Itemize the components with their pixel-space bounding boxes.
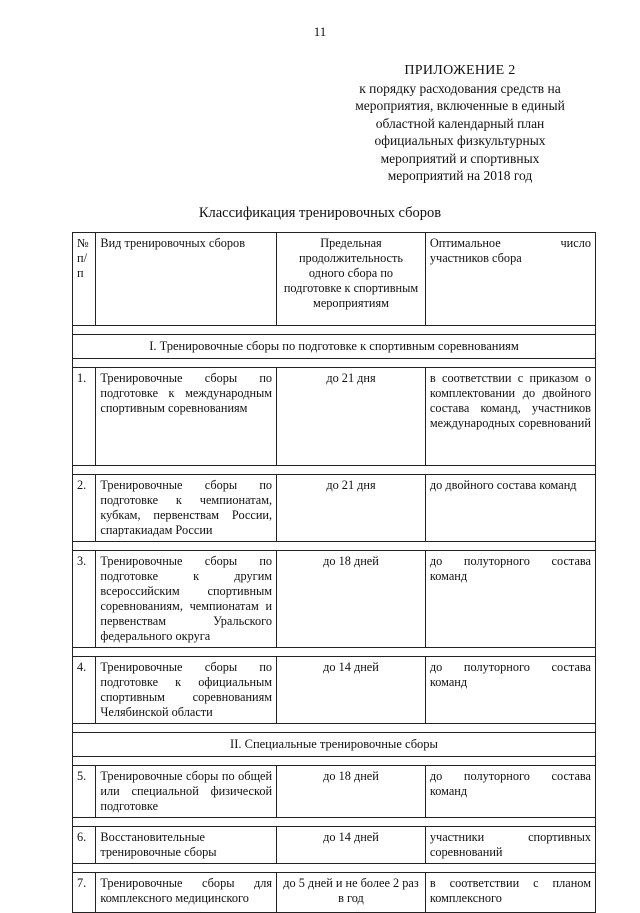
appendix-line: мероприятий и спортивных bbox=[380, 150, 540, 166]
row-participants: до полуторного состава команд bbox=[425, 766, 595, 818]
row-participants: участники спортивных соревнований bbox=[425, 827, 595, 864]
spacer-row bbox=[73, 466, 596, 475]
table-row bbox=[73, 368, 596, 466]
document-title: Классификация тренировочных сборов bbox=[198, 205, 442, 221]
row-num: 7. bbox=[73, 873, 96, 913]
table-row bbox=[73, 873, 596, 913]
spacer-row bbox=[73, 648, 596, 657]
appendix-line: официальных физкультурных bbox=[374, 133, 546, 148]
row-kind: Восстановительные тренировочные сборы bbox=[96, 827, 277, 864]
appendix-line: к порядку расходования средств на bbox=[359, 80, 561, 96]
table-row bbox=[73, 475, 596, 542]
spacer-row bbox=[73, 359, 596, 368]
row-duration: до 18 дней bbox=[277, 551, 426, 648]
row-participants: до двойного состава команд bbox=[425, 475, 595, 542]
row-num: 2. bbox=[73, 475, 96, 542]
appendix-block bbox=[330, 62, 590, 185]
table-row bbox=[73, 766, 596, 818]
header-num: № п/п bbox=[73, 233, 96, 326]
header-kind: Вид тренировочных сборов bbox=[96, 233, 277, 326]
row-duration: до 21 дня bbox=[277, 475, 426, 542]
row-num: 4. bbox=[73, 657, 96, 724]
row-num: 3. bbox=[73, 551, 96, 648]
spacer-row bbox=[73, 864, 596, 873]
section-row bbox=[73, 733, 596, 757]
row-duration: до 5 дней и не более 2 раз в год bbox=[277, 873, 426, 913]
row-num: 5. bbox=[73, 766, 96, 818]
spacer-row bbox=[73, 757, 596, 766]
row-participants: до полуторного состава команд bbox=[425, 551, 595, 648]
table-row bbox=[73, 657, 596, 724]
spacer-row bbox=[73, 724, 596, 733]
row-kind: Тренировочные сборы для комплексного медицинского bbox=[96, 873, 277, 913]
appendix-line: мероприятия, включенные в единый bbox=[355, 98, 565, 113]
spacer-row bbox=[73, 818, 596, 827]
appendix-title: ПРИЛОЖЕНИЕ 2 bbox=[404, 63, 516, 78]
row-participants: до полуторного состава команд bbox=[425, 657, 595, 724]
spacer-row bbox=[73, 542, 596, 551]
table-row bbox=[73, 551, 596, 648]
header-duration: Предельная продолжительность одного сбора по подготовке к спортивным мероприятиям bbox=[277, 233, 426, 326]
section-title-1: I. Тренировочные сборы по подготовке к спортивным соревнованиям bbox=[73, 335, 596, 359]
spacer-row bbox=[73, 326, 596, 335]
table-row bbox=[73, 827, 596, 864]
appendix-line: областной календарный план bbox=[375, 115, 545, 131]
row-duration: до 14 дней bbox=[277, 657, 426, 724]
row-duration: до 18 дней bbox=[277, 766, 426, 818]
row-kind: Тренировочные сборы по подготовке к официальным спортивным соревнованиям Челябинской области bbox=[96, 657, 277, 724]
section-title-2: II. Специальные тренировочные сборы bbox=[73, 733, 596, 757]
row-num: 1. bbox=[73, 368, 96, 466]
section-row bbox=[73, 335, 596, 359]
row-kind: Тренировочные сборы по подготовке к международным спортивным соревнованиям bbox=[96, 368, 277, 466]
appendix-line: мероприятий на 2018 год bbox=[387, 168, 533, 183]
page-number: 11 bbox=[313, 24, 327, 39]
row-kind: Тренировочные сборы по подготовке к другим всероссийским спортивным соревнованиям, чемпионатам и первенствам Уральского федерального округа bbox=[96, 551, 277, 648]
row-kind: Тренировочные сборы по общей или специальной физической подготовке bbox=[96, 766, 277, 818]
row-duration: до 21 дня bbox=[277, 368, 426, 466]
row-kind: Тренировочные сборы по подготовке к чемпионатам, кубкам, первенствам России, спартакиадам России bbox=[96, 475, 277, 542]
table-header-row bbox=[73, 233, 596, 326]
row-num: 6. bbox=[73, 827, 96, 864]
classification-table bbox=[72, 232, 596, 913]
row-participants: в соответствии с приказом о комплектовании до двойного состава команд, участников международных соревнований bbox=[425, 368, 595, 466]
row-duration: до 14 дней bbox=[277, 827, 426, 864]
row-participants: в соответствии с планом комплексного bbox=[425, 873, 595, 913]
header-participants: Оптимальное число участников сбора bbox=[425, 233, 595, 326]
